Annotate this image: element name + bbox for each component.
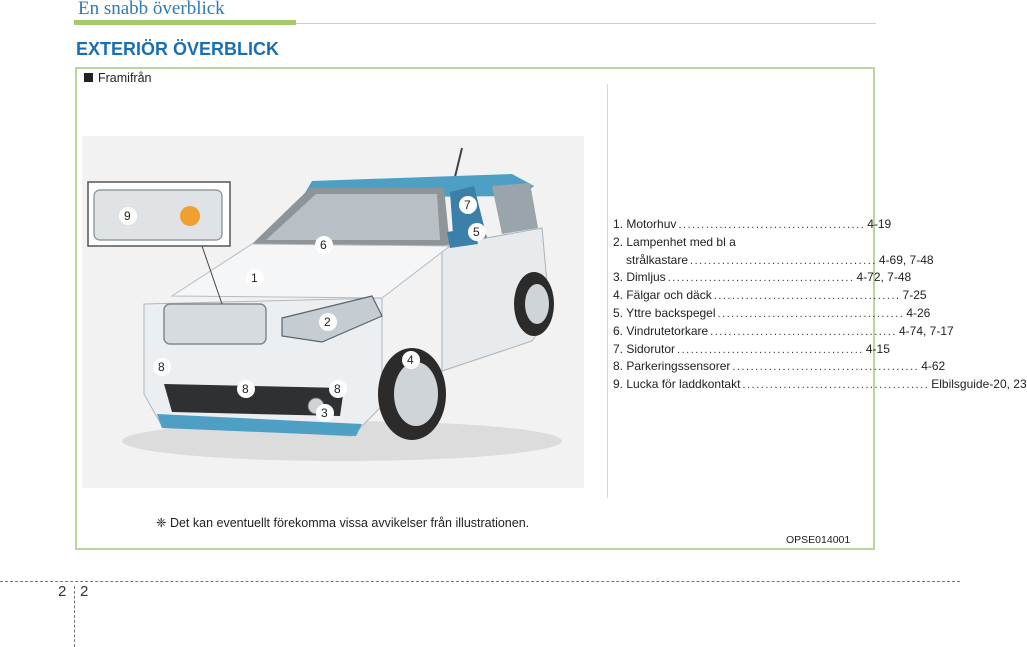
list-item: 1. Motorhuv ......................................... 4-19 [613, 217, 892, 231]
page-heading: EXTERIÖR ÖVERBLICK [76, 39, 280, 59]
list-item: strålkastare ......................................... 4-69, 7-48 [626, 252, 934, 267]
svg-text:9: 9 [124, 209, 131, 223]
car-illustration [82, 136, 584, 488]
svg-text:6: 6 [320, 238, 327, 252]
list-item: 3. Dimljus ......................................... 4-72, 7-48 [613, 270, 912, 285]
list-item: 5. Yttre backspegel ......................................... 4-26 [613, 305, 931, 320]
page-number: 2 [80, 583, 89, 600]
list-item: 8. Parkeringssensorer ......................................... 4-62 [613, 359, 946, 374]
svg-text:8: 8 [158, 360, 165, 374]
subhead [84, 71, 151, 85]
svg-text:4: 4 [407, 353, 414, 367]
svg-text:1: 1 [251, 271, 258, 285]
svg-text:2: 2 [324, 315, 331, 329]
callout-2 [319, 313, 337, 331]
callout-6 [315, 236, 333, 254]
list-item: 9. Lucka för laddkontakt ......................................... Elbilsguide-20, 23 [613, 377, 1027, 392]
callout-8-right [329, 380, 347, 398]
callout-4 [402, 351, 420, 369]
square-bullet-icon [84, 73, 93, 82]
page-footer-divider [74, 586, 75, 647]
svg-text:3: 3 [321, 406, 328, 420]
svg-text:7: 7 [464, 198, 471, 212]
header-rule [296, 23, 876, 24]
callout-8-center [237, 380, 255, 398]
svg-text:5: 5 [473, 225, 480, 239]
svg-text:8: 8 [242, 382, 249, 396]
component-list [613, 217, 1027, 395]
svg-text:8: 8 [334, 382, 341, 396]
list-item: 7. Sidorutor ......................................... 4-15 [613, 341, 890, 356]
list-item: 6. Vindrutetorkare ......................................... 4-74, 7-17 [613, 323, 954, 338]
list-item: 4. Fälgar och däck ......................................... 7-25 [613, 288, 927, 303]
callout-1 [246, 269, 264, 287]
callout-3 [316, 404, 334, 422]
page-footer-rule [0, 581, 960, 582]
callout-9 [119, 207, 137, 225]
callout-7 [459, 196, 477, 214]
chapter-number: 2 [58, 583, 67, 600]
callout-8-left [153, 358, 171, 376]
section-title: En snabb överblick [78, 0, 225, 19]
illustration-note: ❈ Det kan eventuellt förekomma vissa avvikelser från illustrationen. [156, 516, 530, 530]
car-front-view [82, 136, 584, 488]
callout-5 [468, 223, 486, 241]
subhead-label: Framifrån [98, 71, 152, 85]
list-item: 2. Lampenhet med bl a [613, 234, 736, 249]
image-code: OPSE014001 [786, 534, 851, 546]
header-accent-bar [74, 20, 296, 25]
column-divider [607, 84, 608, 498]
